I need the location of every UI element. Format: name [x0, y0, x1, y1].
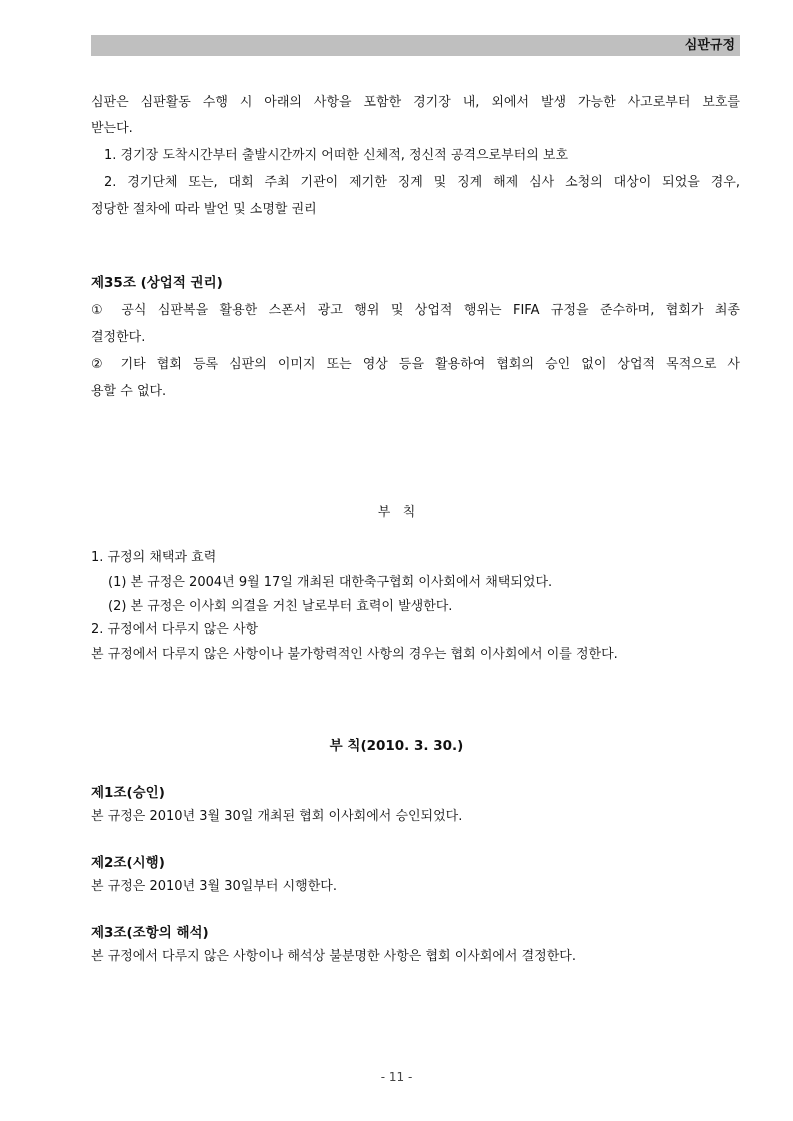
rights-item-1: 1. 경기장 도착시간부터 출발시간까지 어떠한 신체적, 정신적 공격으로부터의 보호 — [104, 148, 569, 163]
addendum-line-1: 1. 규정의 채택과 효력 — [91, 550, 217, 565]
article-1-text: 본 규정은 2010년 3월 30일 개최된 협회 이사회에서 승인되었다. — [91, 809, 463, 824]
rights-item-2-line2: 정당한 절차에 따라 발언 및 소명할 권리 — [91, 202, 317, 217]
article-35-p2-line1: ② 기타 협회 등록 심판의 이미지 또는 영상 등을 활용하여 협회의 승인 없이 상업적 목적으로 사 — [91, 357, 740, 372]
article-3-text: 본 규정에서 다루지 않은 사항이나 해석상 불분명한 사항은 협회 이사회에서 결정한다. — [91, 949, 576, 964]
rights-intro-line1: 심판은 심판활동 수행 시 아래의 사항을 포함한 경기장 내, 외에서 발생 가능한 사고로부터 보호를 — [91, 95, 740, 110]
addendum-title: 부 칙 — [377, 505, 416, 520]
article-2-text: 본 규정은 2010년 3월 30일부터 시행한다. — [91, 879, 337, 894]
addendum-line-5: 본 규정에서 다루지 않은 사항이나 불가항력적인 사항의 경우는 협회 이사회에서 이를 정한다. — [91, 647, 618, 662]
article-35-p1-line2: 결정한다. — [91, 330, 146, 345]
header-title: 심판규정 — [684, 38, 735, 53]
rights-item-2-line1: 2. 경기단체 또는, 대회 주최 기관이 제기한 징계 및 징계 해제 심사 소청의 대상이 되었을 경우, — [104, 175, 740, 190]
article-1-title: 제1조(승인) — [91, 785, 165, 801]
addendum-line-4: 2. 규정에서 다루지 않은 사항 — [91, 622, 259, 637]
article-3-title: 제3조(조항의 해석) — [91, 925, 209, 941]
article-35-title: 제35조 (상업적 권리) — [91, 275, 223, 291]
article-2-title: 제2조(시행) — [91, 855, 165, 871]
article-35-p2-line2: 용할 수 없다. — [91, 384, 167, 399]
header-bar — [91, 35, 740, 56]
addendum-line-3: (2) 본 규정은 이사회 의결을 거친 날로부터 효력이 발생한다. — [108, 599, 453, 614]
addendum-line-2: (1) 본 규정은 2004년 9월 17일 개최된 대한축구협회 이사회에서 채택되었다. — [108, 575, 553, 590]
rights-intro-line2: 받는다. — [91, 121, 133, 136]
article-35-p1-line1: ① 공식 심판복을 활용한 스폰서 광고 행위 및 상업적 행위는 FIFA 규정을 준수하며, 협회가 최종 — [91, 303, 740, 318]
addendum-2010-title: 부 칙(2010. 3. 30.) — [329, 738, 464, 754]
page-number: - 11 - — [380, 1070, 413, 1084]
